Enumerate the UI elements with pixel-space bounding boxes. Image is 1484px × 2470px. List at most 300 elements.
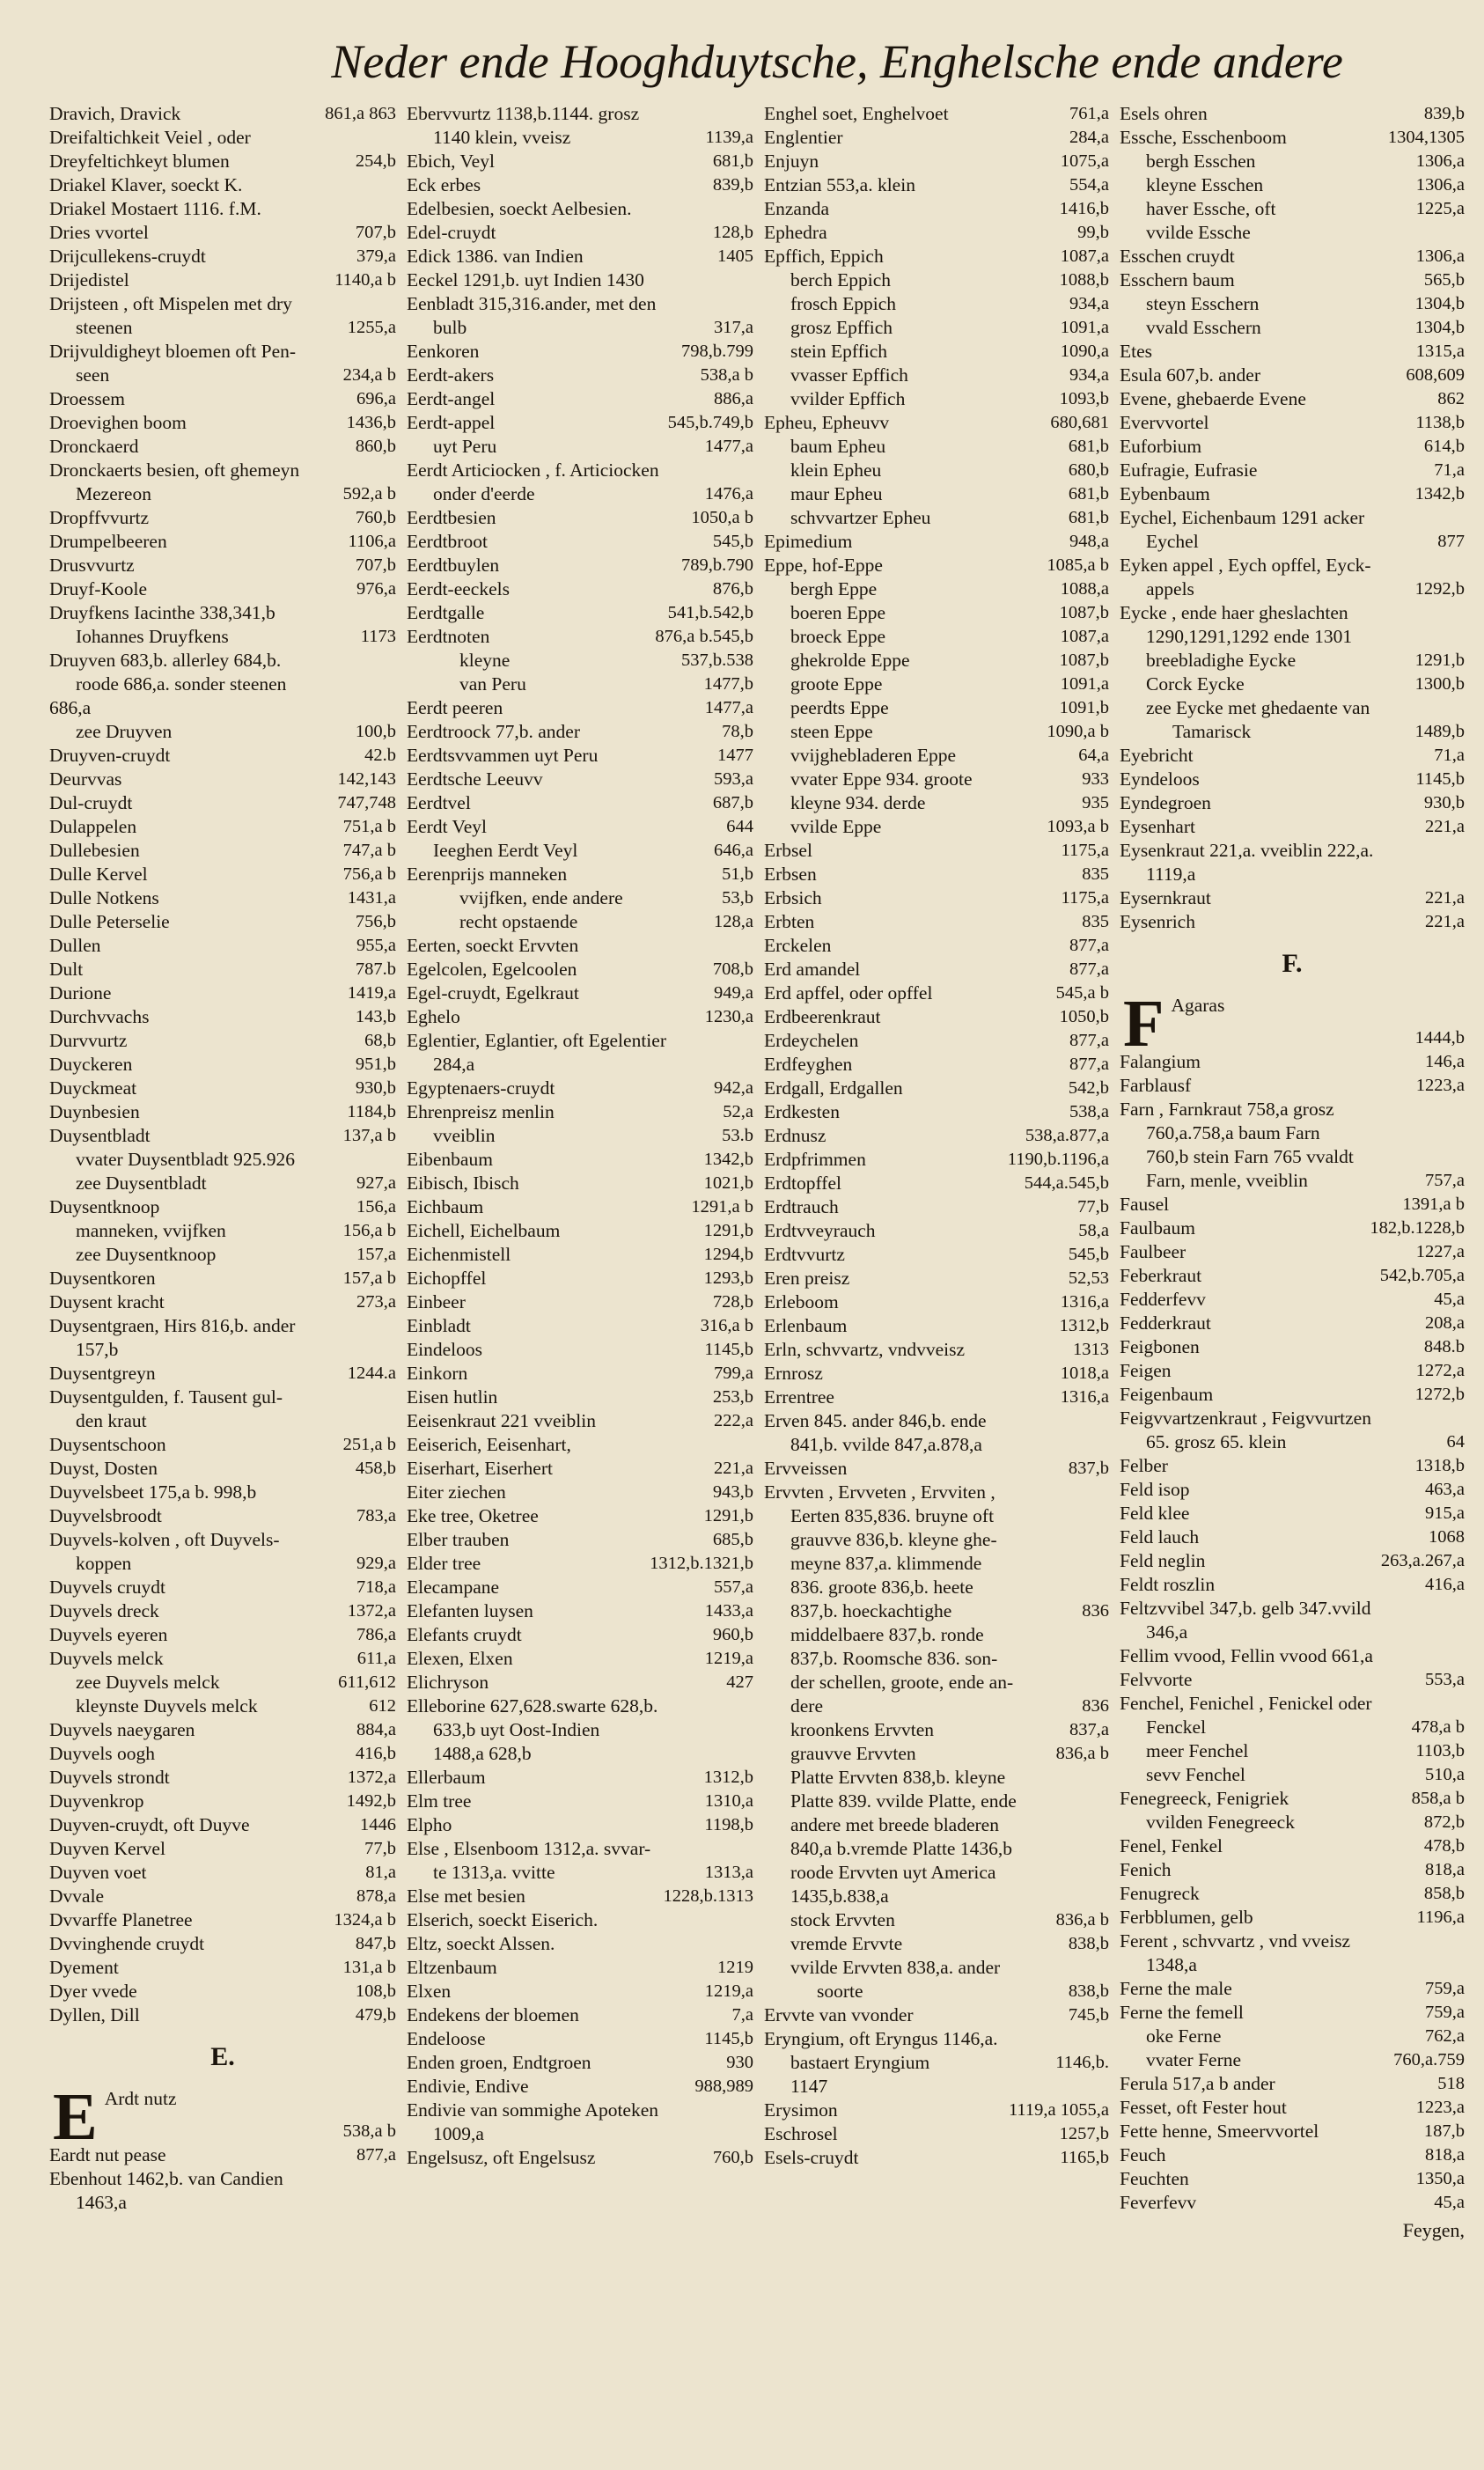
- index-entry: [764, 625, 1109, 649]
- index-entry: [764, 1885, 1109, 1908]
- index-entry: [49, 1885, 396, 1908]
- entry-term: Erdtvveyrauch: [764, 1220, 876, 1241]
- index-entry: [407, 1290, 753, 1314]
- index-entry: [407, 554, 753, 577]
- entry-page-ref: 837,a: [1069, 1720, 1109, 1739]
- index-entry: [49, 1005, 396, 1029]
- entry-page-ref: 1350,a: [1415, 2169, 1465, 2188]
- entry-page-ref: 538,a.877,a: [1025, 1126, 1109, 1145]
- entry-term: Feuch: [1120, 2144, 1166, 2165]
- entry-term: vvilde Ervvten 838,a. ander: [790, 1957, 1001, 1978]
- entry-term: Edick 1386. van Indien: [407, 246, 584, 267]
- entry-page-ref: 45,a: [1434, 2193, 1465, 2212]
- entry-term: bergh Eppe: [790, 578, 878, 599]
- entry-page-ref: 839,b: [1423, 104, 1465, 123]
- entry-term: maur Epheu: [790, 483, 883, 504]
- entry-term: Driakel Mostaert 1116. f.M.: [49, 198, 261, 219]
- entry-term: seen: [76, 364, 110, 386]
- index-entry: [1120, 577, 1465, 601]
- entry-page-ref: 42.b: [364, 746, 396, 765]
- entry-page-ref: 1145,b: [704, 2029, 753, 2048]
- index-entry: [764, 1742, 1109, 1766]
- entry-page-ref: 1342,b: [703, 1150, 753, 1169]
- entry-page-ref: 1313: [1073, 1340, 1109, 1359]
- entry-term: bulb: [433, 317, 467, 338]
- entry-page-ref: 1175,a: [1061, 841, 1109, 860]
- entry-term: Eichell, Eichelbaum: [407, 1220, 561, 1241]
- entry-term: Eerdtroock 77,b. ander: [407, 721, 581, 742]
- entry-term: Evervvortel: [1120, 412, 1209, 433]
- entry-term: Farn, menle, vveiblin: [1146, 1170, 1308, 1191]
- index-entry: [407, 1885, 753, 1908]
- entry-term: Elefants cruydt: [407, 1624, 522, 1645]
- entry-term: 837,b. Roomsche 836. son-: [790, 1648, 998, 1669]
- entry-page-ref: 1306,a: [1415, 151, 1465, 171]
- entry-page-ref: 221,a: [714, 1459, 753, 1478]
- entry-page-ref: 143,b: [355, 1007, 396, 1026]
- index-entry: [49, 720, 396, 744]
- index-entry: [1120, 2143, 1465, 2167]
- index-entry: [407, 768, 753, 791]
- index-entry: [49, 981, 396, 1005]
- entry-page-ref: 221,a: [1425, 912, 1465, 931]
- entry-term: vvilder Epffich: [790, 388, 906, 409]
- entry-page-ref: 545,b: [1068, 1245, 1109, 1264]
- entry-term: Dult: [49, 959, 84, 980]
- index-entry: [49, 1813, 396, 1837]
- index-entry: [407, 1077, 753, 1100]
- index-entry: [1120, 1335, 1465, 1359]
- entry-page-ref: 1342,b: [1414, 484, 1465, 504]
- entry-term: Eiter ziechen: [407, 1481, 506, 1503]
- entry-term: soorte: [817, 1981, 863, 2002]
- index-entry: [49, 2167, 396, 2191]
- entry-page-ref: 942,a: [714, 1078, 753, 1098]
- entry-term: haver Essche, oft: [1146, 198, 1276, 219]
- entry-page-ref: 478,b: [1423, 1836, 1465, 1856]
- index-entry: [49, 1956, 396, 1980]
- index-entry: [407, 1362, 753, 1386]
- entry-term: vvater Duysentbladt 925.926: [76, 1149, 295, 1170]
- entry-page-ref: 557,a: [714, 1577, 753, 1597]
- index-entry: [49, 1053, 396, 1077]
- entry-page-ref: 745,b: [1068, 2005, 1109, 2025]
- index-entry: [1120, 1383, 1465, 1407]
- entry-term: Elpho: [407, 1814, 452, 1835]
- index-entry: [49, 768, 396, 791]
- entry-page-ref: 478,a b: [1411, 1717, 1465, 1737]
- entry-page-ref: 884,a: [356, 1720, 396, 1739]
- entry-page-ref: 1093,b: [1059, 389, 1109, 408]
- entry-term: Mezereon: [76, 483, 151, 504]
- entry-term: koppen: [76, 1553, 132, 1574]
- index-entry: [764, 1290, 1109, 1314]
- index-entry: [764, 839, 1109, 863]
- index-entry: [49, 1552, 396, 1576]
- index-entry: [407, 577, 753, 601]
- entry-page-ref: 747,a b: [342, 841, 396, 860]
- index-entry: [1120, 102, 1465, 126]
- index-entry: [1120, 1739, 1465, 1763]
- index-entry: [49, 1599, 396, 1623]
- index-entry: [764, 2051, 1109, 2075]
- entry-term: Farn , Farnkraut 758,a grosz: [1120, 1099, 1334, 1120]
- entry-term: Erdnusz: [764, 1125, 826, 1146]
- index-entry: [407, 1980, 753, 2003]
- index-entry: [764, 1504, 1109, 1528]
- index-entry: [407, 601, 753, 625]
- section-letter-heading: E.: [210, 2042, 235, 2071]
- index-entry: [1120, 221, 1465, 245]
- entry-term: Eenbladt 315,316.ander, met den: [407, 293, 657, 314]
- index-entry: [407, 1386, 753, 1409]
- entry-term: Dulle Notkens: [49, 887, 159, 908]
- entry-term: vvilden Fenegreeck: [1146, 1812, 1295, 1833]
- index-entry: [1120, 411, 1465, 435]
- index-entry: [49, 886, 396, 910]
- entry-term: Ebich, Veyl: [407, 151, 495, 172]
- index-entry: [49, 340, 396, 364]
- entry-page-ref: 52,53: [1068, 1268, 1109, 1288]
- entry-page-ref: 479,b: [355, 2005, 396, 2025]
- index-entry: [1120, 1502, 1465, 1525]
- entry-term: 346,a: [1146, 1621, 1188, 1643]
- entry-page-ref: 862: [1437, 389, 1465, 408]
- entry-page-ref: 68,b: [364, 1031, 396, 1050]
- entry-page-ref: 1257,b: [1059, 2124, 1109, 2143]
- index-entry: [764, 2099, 1109, 2122]
- index-entry: [764, 435, 1109, 459]
- entry-term: peerdts Eppe: [790, 697, 889, 718]
- entry-term: Enghel soet, Enghelvoet: [764, 103, 949, 124]
- index-entry: [764, 173, 1109, 197]
- entry-page-ref: 545,a b: [1055, 983, 1109, 1003]
- entry-page-ref: 1446: [360, 1815, 396, 1834]
- entry-page-ref: 759,a: [1425, 1979, 1465, 1998]
- entry-term: broeck Eppe: [790, 626, 886, 647]
- entry-term: kroonkens Ervvten: [790, 1719, 935, 1740]
- entry-term: Duysentgulden, f. Tausent gul-: [49, 1386, 283, 1408]
- entry-term: Eerdtvel: [407, 792, 471, 813]
- entry-page-ref: 935: [1082, 793, 1109, 812]
- entry-term: Eerdtnoten: [407, 626, 490, 647]
- index-entry: [1120, 316, 1465, 340]
- entry-term: Eerdt-eeckels: [407, 578, 510, 599]
- entry-term: Eysernkraut: [1120, 887, 1211, 908]
- entry-term: Farblausf: [1120, 1075, 1192, 1096]
- entry-term: Drusvvurtz: [49, 555, 135, 576]
- entry-page-ref: 537,b.538: [681, 651, 753, 670]
- entry-term: vvilde Eppe: [790, 816, 882, 837]
- index-entry: [764, 910, 1109, 934]
- entry-term: Fenchel, Fenichel , Fenickel oder: [1120, 1693, 1372, 1714]
- entry-term: Duyvenkrop: [49, 1790, 144, 1812]
- entry-page-ref: 681,b: [712, 151, 753, 171]
- entry-page-ref: 876,a b.545,b: [655, 627, 753, 646]
- entry-page-ref: 1312,b: [703, 1768, 753, 1787]
- entry-page-ref: 915,a: [1425, 1503, 1465, 1523]
- index-entry: [49, 1362, 396, 1386]
- index-entry: [49, 1647, 396, 1671]
- index-entry: [1120, 1573, 1465, 1597]
- index-entry: [764, 1195, 1109, 1219]
- entry-page-ref: 934,a: [1069, 294, 1109, 313]
- entry-page-ref: 1405: [717, 246, 753, 266]
- entry-term: grauvve Ervvten: [790, 1743, 916, 1764]
- index-entry: [407, 2003, 753, 2027]
- index-entry: [764, 221, 1109, 245]
- entry-page-ref: 930,b: [355, 1078, 396, 1098]
- index-entry: [1120, 506, 1465, 530]
- entry-term: 836. groote 836,b. heete: [790, 1577, 973, 1598]
- entry-page-ref: 933: [1082, 769, 1109, 789]
- entry-term: Feld neglin: [1120, 1550, 1206, 1571]
- index-entry: [49, 1932, 396, 1956]
- entry-page-ref: 930,b: [1423, 793, 1465, 812]
- entry-term: Feigvvartzenkraut , Feigvvurtzen: [1120, 1408, 1371, 1429]
- entry-term: klein Epheu: [790, 459, 882, 481]
- entry-term: Einbladt: [407, 1315, 471, 1336]
- index-entry: [764, 1813, 1109, 1837]
- index-entry: [1120, 1430, 1465, 1454]
- index-entry: [407, 459, 753, 482]
- entry-page-ref: 877,a: [1069, 936, 1109, 955]
- entry-page-ref: 1090,a: [1060, 342, 1109, 361]
- index-entry: [407, 1837, 753, 1861]
- index-entry: [49, 577, 396, 601]
- index-entry: [49, 1718, 396, 1742]
- entry-term: Ferne the male: [1120, 1978, 1232, 1999]
- entry-page-ref: 1431,a: [347, 888, 396, 908]
- entry-term: Erd apffel, oder opffel: [764, 982, 933, 1003]
- index-entry: [49, 1694, 396, 1718]
- entry-page-ref: 858,a b: [1411, 1789, 1465, 1808]
- index-entry: [407, 102, 753, 126]
- drop-cap: F: [1123, 994, 1164, 1050]
- index-entry: [1120, 1217, 1465, 1240]
- index-column-1: [49, 102, 396, 2243]
- index-entry: [49, 1124, 396, 1148]
- entry-page-ref: 644: [726, 817, 753, 836]
- entry-term: Dulle Kervel: [49, 864, 148, 885]
- entry-page-ref: 142,143: [337, 769, 396, 789]
- index-entry: [407, 1195, 753, 1219]
- index-entry: [764, 1861, 1109, 1885]
- entry-page-ref: 518: [1437, 2074, 1465, 2093]
- entry-term: Duysentschoon: [49, 1434, 166, 1455]
- index-entry: [1120, 768, 1465, 791]
- index-entry: [407, 2051, 753, 2075]
- entry-term: 1147: [790, 2076, 828, 2097]
- entry-page-ref: 1068: [1429, 1527, 1465, 1547]
- entry-page-ref: 1306,a: [1415, 175, 1465, 195]
- index-entry: [1120, 482, 1465, 506]
- entry-page-ref: 877: [1437, 532, 1465, 551]
- entry-page-ref: 71,a: [1434, 460, 1465, 480]
- entry-page-ref: 836: [1082, 1601, 1109, 1621]
- entry-term: Esschern baum: [1120, 269, 1235, 290]
- entry-page-ref: 955,a: [356, 936, 396, 955]
- entry-term: Dvvarffe Planetree: [49, 1909, 193, 1930]
- entry-page-ref: 1223,a: [1415, 1076, 1465, 1095]
- index-entry: [1120, 1525, 1465, 1549]
- entry-term: Eibenbaum: [407, 1149, 493, 1170]
- index-entry: [49, 1219, 396, 1243]
- index-entry: [764, 387, 1109, 411]
- entry-page-ref: 707,b: [355, 555, 396, 575]
- entry-term: Eichopffel: [407, 1268, 487, 1289]
- entry-term: boeren Eppe: [790, 602, 886, 623]
- entry-term: Dullen: [49, 935, 101, 956]
- entry-page-ref: 837,b: [1068, 1459, 1109, 1478]
- entry-page-ref: 1436,b: [346, 413, 396, 432]
- entry-page-ref: 1050,b: [1059, 1007, 1109, 1026]
- entry-page-ref: 614,b: [1423, 437, 1465, 456]
- index-entry: [764, 1837, 1109, 1861]
- entry-term: Platte 839. vvilde Platte, ende: [790, 1790, 1017, 1812]
- entry-term: Druyven 683,b. allerley 684,b.: [49, 650, 282, 671]
- index-entry: [1120, 839, 1465, 863]
- entry-page-ref: 1227,a: [1415, 1242, 1465, 1261]
- index-entry: [1120, 815, 1465, 839]
- entry-term: Erbsen: [764, 864, 817, 885]
- index-entry: [1120, 791, 1465, 815]
- entry-term: Ebenhout 1462,b. van Candien: [49, 2168, 283, 2189]
- entry-page-ref: 728,b: [712, 1292, 753, 1312]
- entry-term: Duyvelsbroodt: [49, 1505, 162, 1526]
- index-entry: [49, 673, 396, 696]
- entry-page-ref: 317,a: [714, 318, 753, 337]
- index-entry: [764, 601, 1109, 625]
- entry-term: Fesset, oft Fester hout: [1120, 2097, 1287, 2118]
- entry-term: Fenugreck: [1120, 1883, 1200, 1904]
- entry-term: Ferula 517,a b ander: [1120, 2073, 1275, 2094]
- index-entry: [407, 2075, 753, 2099]
- index-entry: [1120, 2025, 1465, 2048]
- entry-page-ref: 64,a: [1078, 746, 1109, 765]
- index-entry: [407, 2027, 753, 2051]
- entry-page-ref: 1315,a: [1415, 342, 1465, 361]
- entry-term: Ernrosz: [764, 1363, 823, 1384]
- entry-term: Duyvelsbeet 175,a b. 998,b: [49, 1481, 257, 1503]
- entry-term: grosz Epffich: [790, 317, 893, 338]
- index-entry: [49, 910, 396, 934]
- entry-term: Eyebricht: [1120, 745, 1194, 766]
- entry-page-ref: 545,b.749,b: [667, 413, 753, 432]
- entry-page-ref: 1184,b: [347, 1102, 396, 1121]
- entry-term: Ephedra: [764, 222, 827, 243]
- entry-term: Dronckaerts besien, oft ghemeyn: [49, 459, 300, 481]
- entry-term: Druyven-cruydt: [49, 745, 171, 766]
- entry-term: Eerdt-akers: [407, 364, 495, 386]
- index-entry: [407, 387, 753, 411]
- index-entry: [49, 1386, 396, 1409]
- index-entry: [407, 2146, 753, 2170]
- index-entry: [1120, 2120, 1465, 2143]
- index-entry: [1120, 126, 1465, 150]
- index-entry: [1120, 1882, 1465, 1906]
- entry-term: berch Eppich: [790, 269, 892, 290]
- entry-page-ref: 71,a: [1434, 746, 1465, 765]
- entry-term: Eke tree, Oketree: [407, 1505, 539, 1526]
- entry-page-ref: 1223,a: [1415, 2098, 1465, 2117]
- entry-term: Eerdtsche Leeuvv: [407, 768, 543, 790]
- index-entry: [407, 1861, 753, 1885]
- index-entry: [764, 1980, 1109, 2003]
- entry-term: 1290,1291,1292 ende 1301: [1146, 626, 1353, 647]
- index-entry: [764, 554, 1109, 577]
- index-entry: [764, 696, 1109, 720]
- entry-term: Erbten: [764, 911, 815, 932]
- index-entry: [407, 886, 753, 910]
- index-entry: [49, 2003, 396, 2027]
- index-entry: [1120, 1597, 1465, 1621]
- index-entry: [49, 744, 396, 768]
- index-entry: [1120, 530, 1465, 554]
- entry-term: Erdfeyghen: [764, 1054, 853, 1075]
- entry-page-ref: 1316,a: [1060, 1292, 1109, 1312]
- index-entry: [764, 1433, 1109, 1457]
- entry-term: Erdkesten: [764, 1101, 840, 1122]
- entry-term: Elxen: [407, 1981, 452, 2002]
- entry-term: Fausel: [1120, 1194, 1170, 1215]
- entry-term: Deurvvas: [49, 768, 122, 790]
- entry-term: Eerdt Veyl: [407, 816, 487, 837]
- entry-term: Ebervvurtz 1138,b.1144. grosz: [407, 103, 640, 124]
- entry-page-ref: 708,b: [712, 959, 753, 979]
- entry-term: onder d'eerde: [433, 483, 535, 504]
- entry-page-ref: 108,b: [355, 1981, 396, 2001]
- entry-term: 1119,a: [1146, 864, 1196, 885]
- entry-term: Elder tree: [407, 1553, 481, 1574]
- index-entry: [764, 102, 1109, 126]
- entry-term: Dyer vvede: [49, 1981, 137, 2002]
- entry-term: Eenkoren: [407, 341, 480, 362]
- entry-term: Eghelo: [407, 1006, 460, 1027]
- entry-page-ref: 554,a: [1069, 175, 1109, 195]
- index-entry: [1120, 1906, 1465, 1930]
- entry-page-ref: 759,a: [1425, 2003, 1465, 2022]
- entry-page-ref: 718,a: [356, 1577, 396, 1597]
- index-entry: [407, 1528, 753, 1552]
- entry-page-ref: 273,a: [356, 1292, 396, 1312]
- index-entry: [764, 340, 1109, 364]
- entry-term: 837,b. hoeckachtighe: [790, 1600, 952, 1621]
- entry-page-ref: 458,b: [355, 1459, 396, 1478]
- index-entry: [407, 1647, 753, 1671]
- entry-term: der schellen, groote, ende an-: [790, 1672, 1014, 1693]
- entry-term: Eerenprijs manneken: [407, 864, 568, 885]
- entry-page-ref: 1140,a b: [334, 270, 396, 290]
- entry-term: steen Eppe: [790, 721, 873, 742]
- entry-page-ref: 1087,a: [1060, 246, 1109, 266]
- entry-term: Durvvurtz: [49, 1030, 128, 1051]
- entry-term: manneken, vvijfken: [76, 1220, 226, 1241]
- entry-term: Eschrosel: [764, 2123, 838, 2144]
- index-entry: [407, 1623, 753, 1647]
- entry-page-ref: 1198,b: [704, 1815, 753, 1834]
- entry-page-ref: 681,b: [1068, 437, 1109, 456]
- index-entry: [764, 815, 1109, 839]
- index-entry: [49, 530, 396, 554]
- entry-term: zee Duyvels melck: [76, 1672, 220, 1693]
- entry-term: Egyptenaers-cruydt: [407, 1077, 555, 1099]
- index-entry: [764, 1314, 1109, 1338]
- entry-term: Feuchten: [1120, 2168, 1189, 2189]
- entry-page-ref: 1313,a: [704, 1863, 753, 1882]
- entry-page-ref: 1050,a b: [691, 508, 753, 527]
- entry-page-ref: 760,b: [355, 508, 396, 527]
